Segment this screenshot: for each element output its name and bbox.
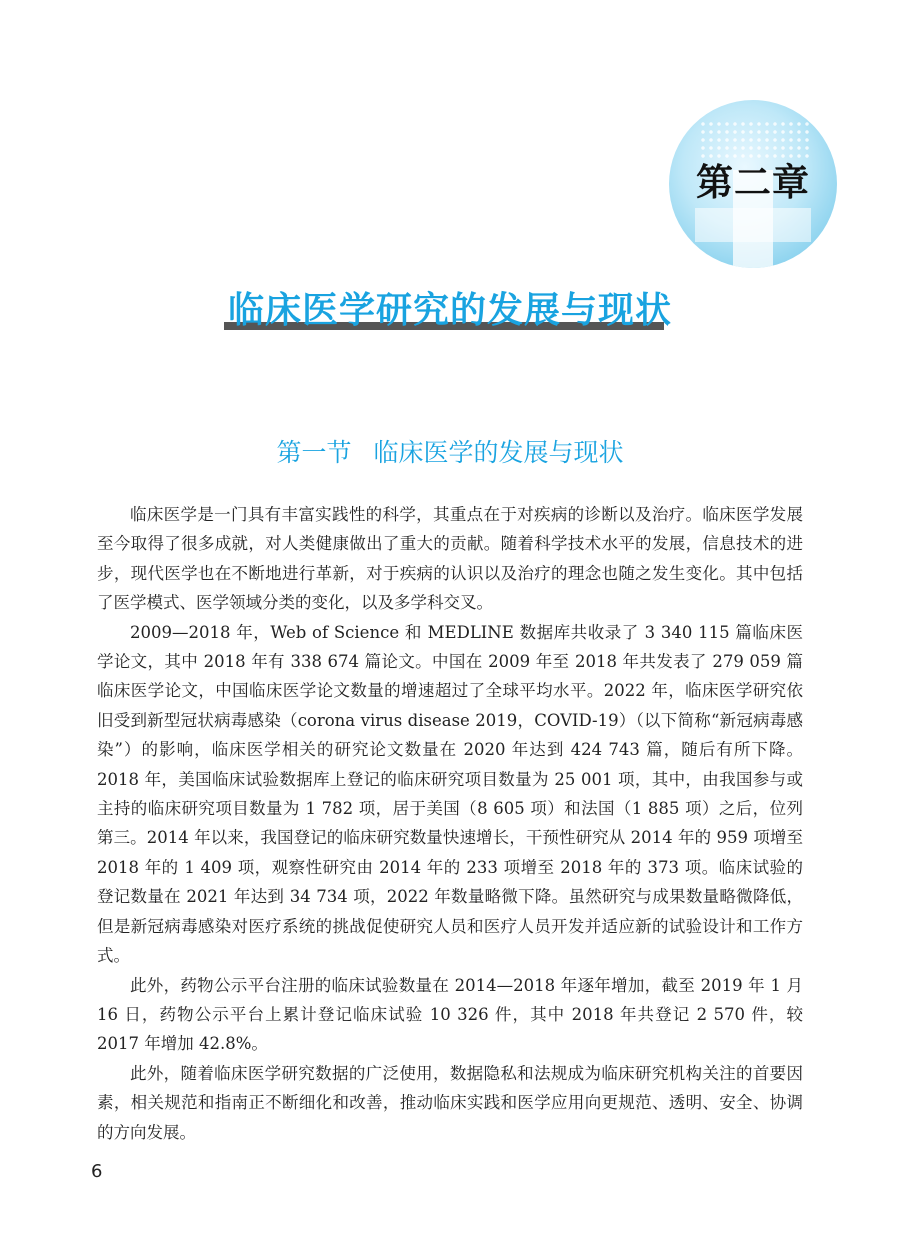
section-number: 第一节	[276, 438, 352, 467]
chapter-badge	[669, 100, 837, 268]
paragraph: 2009—2018 年，Web of Science 和 MEDLINE 数据库共收录了 3 340 115 篇临床医学论文，其中 2018 年有 338 674 篇论文。中国在 2009 年至 2018 年共发表了 279 059 篇临床医学论文，中国临床医学论文数量的增速超过了全球平均水平。2022 年，临床医学研究依旧受到新型冠状病毒感染（corona virus disease 2019，COVID-19）（以下简称“新冠病毒感染”）的影响，临床医学相关的研究论文数量在 2020 年达到 424 743 篇，随后有所下降。2018 年，美国临床试验数据库上登记的临床研究项目数量为 25 001 项，其中，由我国参与或主持的临床研究项目数量为 1 782 项，居于美国（8 605 项）和法国（1 885 项）之后，位列第三。2014 年以来，我国登记的临床研究数量快速增长，干预性研究从 2014 年的 959 项增至 2018 年的 1 409 项，观察性研究由 2014 年的 233 项增至 2018 年的 373 项。临床试验的登记数量在 2021 年达到 34 734 项，2022 年数量略微下降。虽然研究与成果数量略微降低，但是新冠病毒感染对医疗系统的挑战促使研究人员和医疗人员开发并适应新的试验设计和工作方式。	[97, 622, 803, 966]
paragraph: 此外，药物公示平台注册的临床试验数量在 2014—2018 年逐年增加，截至 2019 年 1 月 16 日，药物公示平台上累计登记临床试验 10 326 件，其中 2018 年共登记 2 570 件，较 2017 年增加 42.8%。	[97, 975, 803, 1054]
section-title: 临床医学的发展与现状	[373, 438, 624, 467]
paragraph: 此外，随着临床医学研究数据的广泛使用，数据隐私和法规成为临床研究机构关注的首要因素，相关规范和指南正不断细化和改善，推动临床实践和医学应用向更规范、透明、安全、协调的方向发展。	[97, 1063, 803, 1142]
page-number: 6	[91, 1161, 103, 1182]
page-title: 临床医学研究的发展与现状	[227, 290, 672, 331]
section-heading	[0, 433, 900, 469]
chapter-label: 第二章	[696, 161, 810, 204]
body-text	[97, 500, 803, 1147]
medical-cross-bar	[695, 208, 811, 242]
paragraph: 临床医学是一门具有丰富实践性的科学，其重点在于对疾病的诊断以及治疗。临床医学发展至今取得了很多成就，对人类健康做出了重大的贡献。随着科学技术水平的发展，信息技术的进步，现代医学也在不断地进行革新，对于疾病的认识以及治疗的理念也随之发生变化。其中包括了医学模式、医学领域分类的变化，以及多学科交叉。	[97, 505, 803, 613]
